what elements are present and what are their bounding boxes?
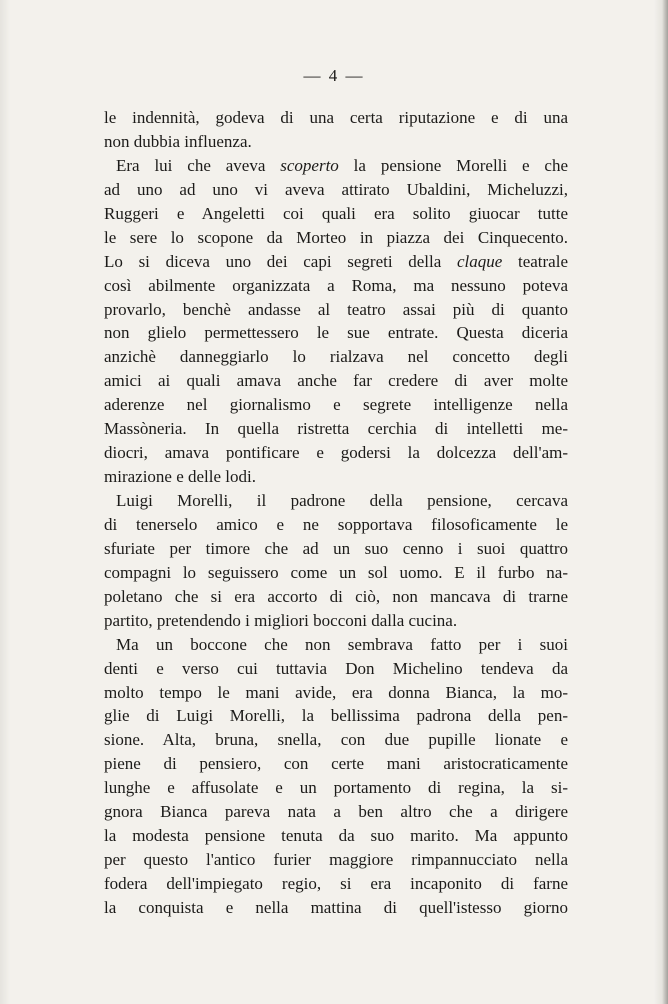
text-line (104, 178, 568, 202)
text-segment: provarlo, benchè andasse al teatro assai più di quanto (104, 299, 568, 319)
text-line (104, 250, 568, 274)
text-line (104, 441, 568, 465)
text-line (104, 609, 568, 633)
text-segment: ad uno ad uno vi aveva attirato Ubaldini, Micheluzzi, (104, 179, 568, 199)
text-segment: compagni lo seguissero come un sol uomo. E il furbo na- (104, 562, 568, 582)
text-segment: la pensione Morelli e che (338, 155, 568, 175)
text-line (104, 345, 568, 369)
text-segment: Luigi Morelli, il padrone della pensione, cercava (116, 491, 568, 510)
text-line (104, 657, 568, 681)
text-segment: amici ai quali amava anche far credere di aver molte (104, 371, 568, 391)
text-segment: piene di pensiero, con certe mani aristocraticamente (104, 754, 568, 774)
text-segment: sfuriate per timore che ad un suo cenno i suoi quattro (104, 538, 568, 558)
text-segment: Ma un boccone che non sembrava fatto per i suoi (116, 634, 568, 654)
text-line (104, 274, 568, 298)
text-line (104, 704, 568, 728)
italic-word: claque (456, 251, 503, 271)
text-segment: Lo si diceva uno dei capi segreti della (104, 251, 457, 271)
text-segment: teatrale (502, 251, 568, 271)
text-line (104, 489, 568, 513)
text-segment: così abilmente organizzata a Roma, ma nessuno poteva (104, 275, 568, 295)
text-segment: la modesta pensione tenuta da suo marito. Ma appunto (104, 826, 568, 846)
text-segment: poletano che si era accorto di ciò, non mancava di trarne (104, 586, 568, 606)
text-segment: sione. Alta, bruna, snella, con due pupille lionate e (104, 730, 568, 750)
text-line (104, 298, 568, 322)
text-line (104, 561, 568, 585)
text-line (104, 824, 568, 848)
text-line (104, 106, 568, 130)
text-segment: la conquista e nella mattina di quell'istesso giorno (104, 897, 568, 917)
text-segment: le indennità, godeva di una certa riputazione e di una (104, 108, 568, 127)
text-segment: fodera dell'impiegato regio, si era incaponito di farne (104, 874, 568, 893)
text-segment: di tenerselo amico e ne sopportava filosoficamente le (104, 514, 568, 534)
text-line (104, 633, 568, 657)
text-segment: partito, pretendendo i migliori bocconi dalla cucina. (104, 610, 458, 630)
text-segment: non dubbia influenza. (104, 131, 252, 151)
text-segment: denti e verso cui tuttavia Don Michelino tendeva da (104, 658, 568, 678)
text-line (104, 130, 568, 154)
text-line (104, 848, 568, 872)
text-line (104, 369, 568, 393)
text-segment: Era lui che aveva (116, 155, 281, 175)
text-segment: glie di Luigi Morelli, la bellissima padrona della pen- (104, 706, 568, 726)
text-line (104, 226, 568, 250)
text-segment: lunghe e affusolate e un portamento di regina, la si- (104, 778, 568, 798)
text-line (104, 321, 568, 345)
text-line (104, 800, 568, 824)
text-segment: Ruggeri e Angeletti coi quali era solito giuocar tutte (104, 203, 568, 223)
text-line (104, 585, 568, 609)
text-segment: molto tempo le mani avide, era donna Bianca, la mo- (104, 682, 568, 702)
text-line (104, 776, 568, 800)
text-line (104, 513, 568, 537)
text-segment: gnora Bianca pareva nata a ben altro che a dirigere (104, 802, 568, 822)
text-segment: Massòneria. In quella ristretta cerchia di intelletti me- (104, 419, 568, 439)
text-segment: mirazione e delle lodi. (104, 467, 256, 487)
text-line (104, 728, 568, 752)
text-segment: aderenze nel giornalismo e segrete intelligenze nella (104, 395, 568, 415)
text-line (104, 393, 568, 417)
text-line (104, 465, 568, 489)
text-segment: anzichè danneggiarlo lo rialzava nel concetto degli (104, 347, 568, 367)
text-segment: non glielo permettessero le sue entrate. Questa diceria (104, 323, 568, 343)
page-number: — 4 — (303, 66, 365, 85)
body-text (104, 106, 568, 920)
text-segment: diocri, amava pontificare e godersi la dolcezza dell'am- (104, 443, 568, 463)
text-line (104, 537, 568, 561)
text-segment: le sere lo scopone da Morteo in piazza dei Cinquecento. (104, 227, 568, 247)
text-line (104, 681, 568, 705)
text-line (104, 752, 568, 776)
text-line (104, 202, 568, 226)
text-line (104, 417, 568, 441)
text-line (104, 896, 568, 920)
page-edge-shadow (662, 0, 668, 1004)
text-line (104, 154, 568, 178)
text-line (104, 872, 568, 896)
italic-word: scoperto (280, 155, 339, 175)
text-segment: per questo l'antico furier maggiore rimpannucciato nella (104, 850, 568, 870)
